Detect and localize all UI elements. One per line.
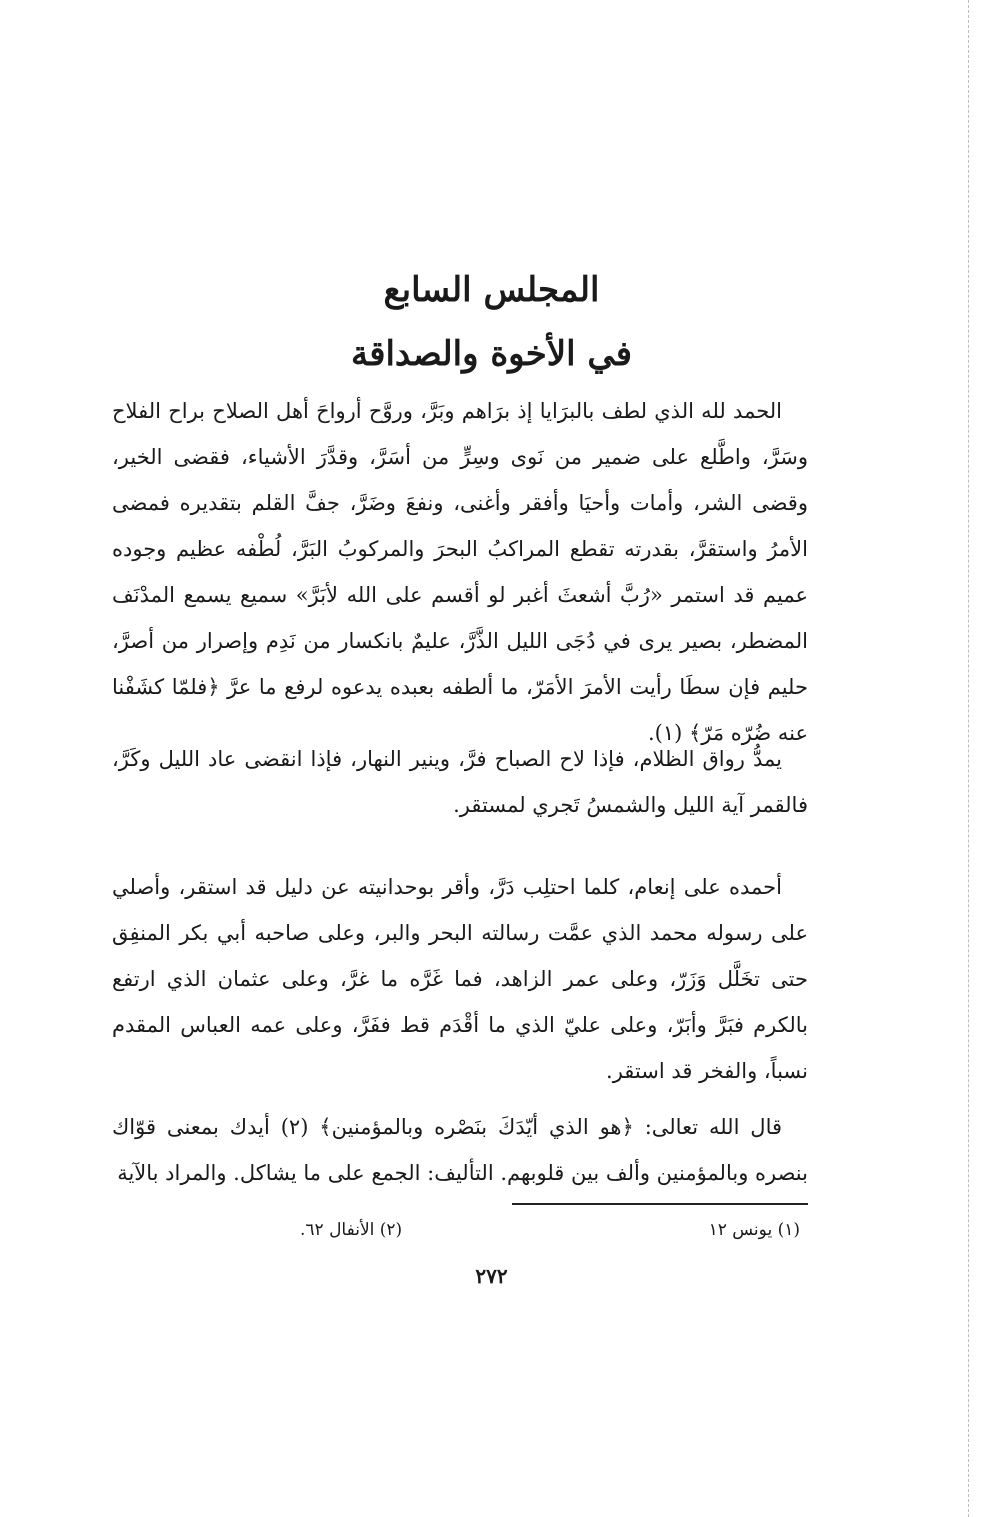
paragraph-text: أحمده على إنعام، كلما احتلِب دَرَّ، وأقر بوحدانيته عن دليل قد استقر، وأصلي على رسوله محمد الذي عمَّت رسالته البحر والبر، وعلى صاحبه أبي بكر المنفِق حتى تخَلَّل وَزَرّ، وعلى عمر الزاهد، فما غَرَّه ما غرَّ، وعلى عثمان الذي ارتفع بالكرم فبَرَّ وأبَرّ، وعلى عليّ الذي ما أقْدَم قط ففَرَّ، وعلى عمه العباس المقدم نسباً، والفخر قد استقر.	[112, 875, 808, 1083]
paragraph-text: الحمد لله الذي لطف بالبرَايا إذ برَاهم وبَرَّ، وروَّح أرواحَ أهل الصلاح براح الفلاح وسَرَّ، واطَّلع على ضمير من نَوى وسِرٍّ من أسَرَّ، وقدَّرَ الأشياء، فقضى الخير، وقضى الشر، وأمات وأحيَا وأفقر وأغنى، ونفعَ وضَرَّ، جفَّ القلم بتقديره فمضى الأمرُ واستقرَّ، بقدرته تقطع المراكبُ البحرَ والمركوبُ البَرَّ، لُطْفه عظيم وجوده عميم قد استمر «رُبَّ أشعثَ أغبر لو أقسم على الله لأبَرَّ» سميع يسمع المدْنَف المضطر، بصير يرى في دُجَى الليل الذَّرَّ، عليمٌ بانكسار من نَدِم وإصرار من أصرَّ، حليم فإن سطَا رأيت الأمرَ الأمَرّ، ما ألطفه بعبده يدعوه لرفع ما عرَّ ﴿فلمّا كشَفْنا عنه ضُرّه مَرّ﴾ (١).	[112, 399, 808, 745]
footnotes	[300, 1218, 800, 1242]
paragraph-4	[112, 1104, 808, 1196]
chapter-title: المجلس السابع	[383, 270, 600, 310]
paragraph-text: قال الله تعالى: ﴿هو الذي أيّدَكَ بنَصْره وبالمؤمنين﴾ (٢) أيدك بمعنى قوّاك بنصره وبالمؤمنين وألف بين قلوبهم. التأليف: الجمع على ما يشاكل. والمراد بالآية	[112, 1115, 808, 1185]
paragraph-text: يمدُّ رواق الظلام، فإذا لاح الصباح فرَّ، وينير النهار، فإذا انقضى عاد الليل وكَرَّ، فالقمر آية الليل والشمسُ تَجري لمستقر.	[112, 747, 808, 817]
page-number: ٢٧٢	[475, 1264, 508, 1288]
chapter-title-block	[0, 258, 983, 386]
footnote-1: (١) يونس ١٢	[708, 1220, 800, 1240]
binding-edge-line	[968, 0, 969, 1517]
footnote-divider	[512, 1203, 808, 1205]
footnote-2: (٢) الأنفال ٦٢.	[300, 1220, 403, 1240]
paragraph-3	[112, 864, 808, 1094]
paragraph-2	[112, 736, 808, 828]
chapter-subtitle: في الأخوة والصداقة	[351, 334, 632, 374]
paragraph-1	[112, 388, 808, 756]
